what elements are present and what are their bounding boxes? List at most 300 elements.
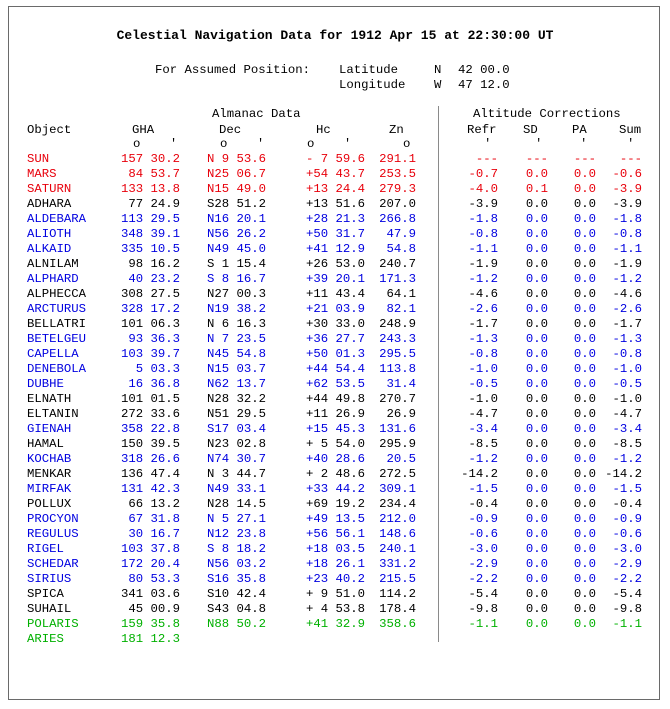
cell-gha: 272 33.6 xyxy=(120,407,180,421)
cell-zn: 309.1 xyxy=(379,482,416,496)
cell-sum: -1.8 xyxy=(612,212,642,226)
cell-name: ARIES xyxy=(27,632,64,646)
cell-sd: 0.0 xyxy=(525,467,548,481)
cell-dec: N74 30.7 xyxy=(206,452,266,466)
cell-sum: -14.2 xyxy=(605,467,642,481)
cell-hc: +50 01.3 xyxy=(305,347,365,361)
cell-dec: N45 54.8 xyxy=(206,347,266,361)
cell-sum: -3.0 xyxy=(612,542,642,556)
cell-dec: N28 14.5 xyxy=(206,497,266,511)
cell-zn: 47.9 xyxy=(386,227,416,241)
cell-refr: -1.7 xyxy=(468,317,498,331)
cell-zn: 295.9 xyxy=(379,437,416,451)
cell-gha: 341 03.6 xyxy=(120,587,180,601)
cell-hc: +28 21.3 xyxy=(305,212,365,226)
cell-zn: 31.4 xyxy=(386,377,416,391)
cell-refr: -1.3 xyxy=(468,332,498,346)
cell-hc: +50 31.7 xyxy=(305,227,365,241)
cell-dec: N88 50.2 xyxy=(206,617,266,631)
cell-pa: 0.0 xyxy=(573,347,596,361)
cell-sum: -9.8 xyxy=(612,602,642,616)
cell-pa: 0.0 xyxy=(573,392,596,406)
cell-zn: 243.3 xyxy=(379,332,416,346)
cell-sum: -0.4 xyxy=(612,497,642,511)
cell-refr: --- xyxy=(475,152,498,166)
cell-refr: -2.9 xyxy=(468,557,498,571)
cell-sd: 0.0 xyxy=(525,452,548,466)
longitude-hemisphere: W xyxy=(434,78,442,92)
cell-gha: 103 37.8 xyxy=(120,542,180,556)
cell-name: SUN xyxy=(27,152,50,166)
cell-refr: -0.6 xyxy=(468,527,498,541)
cell-dec: N15 49.0 xyxy=(206,182,266,196)
cell-hc: +18 03.5 xyxy=(305,542,365,556)
cell-sd: --- xyxy=(525,152,548,166)
cell-dec: S10 42.4 xyxy=(206,587,266,601)
cell-hc: +40 28.6 xyxy=(305,452,365,466)
table-row xyxy=(0,317,670,332)
cell-gha: 84 53.7 xyxy=(128,167,180,181)
cell-hc: +23 40.2 xyxy=(305,572,365,586)
cell-hc: - 7 59.6 xyxy=(305,152,365,166)
cell-name: POLARIS xyxy=(27,617,79,631)
cell-name: BETELGEU xyxy=(27,332,87,346)
cell-dec: N16 20.1 xyxy=(206,212,266,226)
dec-header: Dec xyxy=(219,123,242,137)
table-row xyxy=(0,527,670,542)
cell-gha: 77 24.9 xyxy=(128,197,180,211)
cell-sum: -0.6 xyxy=(612,527,642,541)
cell-name: ARCTURUS xyxy=(27,302,87,316)
cell-name: SIRIUS xyxy=(27,572,72,586)
cell-refr: -0.8 xyxy=(468,227,498,241)
pa-header: PA xyxy=(572,123,587,137)
cell-name: ADHARA xyxy=(27,197,72,211)
cell-hc: +26 53.0 xyxy=(305,257,365,271)
cell-refr: -1.2 xyxy=(468,452,498,466)
cell-zn: 131.6 xyxy=(379,422,416,436)
sd-units: ' xyxy=(535,137,543,151)
cell-dec: S 1 15.4 xyxy=(206,257,266,271)
cell-name: CAPELLA xyxy=(27,347,79,361)
cell-pa: 0.0 xyxy=(573,572,596,586)
cell-zn: 148.6 xyxy=(379,527,416,541)
table-row xyxy=(0,332,670,347)
cell-pa: 0.0 xyxy=(573,437,596,451)
cell-hc: +13 24.4 xyxy=(305,182,365,196)
cell-pa: 0.0 xyxy=(573,617,596,631)
table-row xyxy=(0,347,670,362)
table-row xyxy=(0,182,670,197)
cell-dec: N62 13.7 xyxy=(206,377,266,391)
cell-hc: +21 03.9 xyxy=(305,302,365,316)
cell-gha: 308 27.5 xyxy=(120,287,180,301)
table-row xyxy=(0,587,670,602)
cell-gha: 181 12.3 xyxy=(120,632,180,646)
cell-dec: S28 51.2 xyxy=(206,197,266,211)
longitude-value: 47 12.0 xyxy=(458,78,510,92)
cell-gha: 80 53.3 xyxy=(128,572,180,586)
cell-sd: 0.0 xyxy=(525,587,548,601)
page-title: Celestial Navigation Data for 1912 Apr 15 at 22:30:00 UT xyxy=(116,28,554,43)
cell-name: SATURN xyxy=(27,182,72,196)
cell-dec: N28 32.2 xyxy=(206,392,266,406)
cell-zn: 234.4 xyxy=(379,497,416,511)
object-header: Object xyxy=(27,123,72,137)
cell-pa: 0.0 xyxy=(573,422,596,436)
cell-name: ELNATH xyxy=(27,392,72,406)
cell-gha: 172 20.4 xyxy=(120,557,180,571)
cell-zn: 240.7 xyxy=(379,257,416,271)
cell-hc: +41 32.9 xyxy=(305,617,365,631)
cell-zn: 331.2 xyxy=(379,557,416,571)
cell-sum: -8.5 xyxy=(612,437,642,451)
cell-refr: -2.2 xyxy=(468,572,498,586)
cell-sd: 0.0 xyxy=(525,302,548,316)
cell-sd: 0.0 xyxy=(525,317,548,331)
cell-gha: 358 22.8 xyxy=(120,422,180,436)
cell-pa: 0.0 xyxy=(573,317,596,331)
cell-name: SPICA xyxy=(27,587,64,601)
table-row xyxy=(0,557,670,572)
table-row xyxy=(0,512,670,527)
cell-refr: -1.9 xyxy=(468,257,498,271)
cell-refr: -0.5 xyxy=(468,377,498,391)
cell-gha: 101 06.3 xyxy=(120,317,180,331)
cell-pa: 0.0 xyxy=(573,602,596,616)
gha-header: GHA xyxy=(132,123,155,137)
cell-refr: -1.2 xyxy=(468,272,498,286)
cell-zn: 240.1 xyxy=(379,542,416,556)
cell-refr: -4.7 xyxy=(468,407,498,421)
cell-hc: + 9 51.0 xyxy=(305,587,365,601)
cell-dec: S 8 18.2 xyxy=(206,542,266,556)
cell-gha: 30 16.7 xyxy=(128,527,180,541)
cell-zn: 20.5 xyxy=(386,452,416,466)
table-row xyxy=(0,572,670,587)
cell-pa: 0.0 xyxy=(573,332,596,346)
sum-units: ' xyxy=(627,137,635,151)
cell-name: RIGEL xyxy=(27,542,64,556)
cell-hc: +11 43.4 xyxy=(305,287,365,301)
cell-zn: 178.4 xyxy=(379,602,416,616)
latitude-value: 42 00.0 xyxy=(458,63,510,77)
table-row xyxy=(0,287,670,302)
cell-sd: 0.0 xyxy=(525,602,548,616)
pa-units: ' xyxy=(580,137,588,151)
cell-pa: 0.0 xyxy=(573,272,596,286)
cell-hc: +36 27.7 xyxy=(305,332,365,346)
hc-header: Hc xyxy=(316,123,331,137)
table-row xyxy=(0,452,670,467)
cell-hc: +56 56.1 xyxy=(305,527,365,541)
cell-gha: 136 47.4 xyxy=(120,467,180,481)
cell-sd: 0.0 xyxy=(525,407,548,421)
cell-sd: 0.1 xyxy=(525,182,548,196)
cell-zn: 26.9 xyxy=(386,407,416,421)
cell-gha: 40 23.2 xyxy=(128,272,180,286)
cell-gha: 318 26.6 xyxy=(120,452,180,466)
cell-sum: -0.6 xyxy=(612,167,642,181)
cell-gha: 66 13.2 xyxy=(128,497,180,511)
cell-dec: N15 03.7 xyxy=(206,362,266,376)
cell-sd: 0.0 xyxy=(525,227,548,241)
cell-dec: N51 29.5 xyxy=(206,407,266,421)
cell-sum: -0.8 xyxy=(612,227,642,241)
cell-name: POLLUX xyxy=(27,497,72,511)
table-row xyxy=(0,617,670,632)
cell-dec: N 3 44.7 xyxy=(206,467,266,481)
cell-refr: -1.8 xyxy=(468,212,498,226)
cell-sum: -3.9 xyxy=(612,197,642,211)
table-row xyxy=(0,497,670,512)
table-row xyxy=(0,407,670,422)
cell-pa: 0.0 xyxy=(573,527,596,541)
cell-sum: -1.2 xyxy=(612,452,642,466)
cell-zn: 171.3 xyxy=(379,272,416,286)
cell-name: ALKAID xyxy=(27,242,72,256)
cell-hc: +13 51.6 xyxy=(305,197,365,211)
cell-hc: + 5 54.0 xyxy=(305,437,365,451)
cell-sum: -5.4 xyxy=(612,587,642,601)
cell-gha: 113 29.5 xyxy=(120,212,180,226)
cell-gha: 101 01.5 xyxy=(120,392,180,406)
zn-header: Zn xyxy=(389,123,404,137)
cell-refr: -0.7 xyxy=(468,167,498,181)
latitude-hemisphere: N xyxy=(434,63,442,77)
cell-gha: 98 16.2 xyxy=(128,257,180,271)
cell-sd: 0.0 xyxy=(525,527,548,541)
cell-zn: 113.8 xyxy=(379,362,416,376)
cell-sum: -4.6 xyxy=(612,287,642,301)
table-row xyxy=(0,542,670,557)
cell-sd: 0.0 xyxy=(525,482,548,496)
cell-pa: 0.0 xyxy=(573,257,596,271)
cell-hc: + 2 48.6 xyxy=(305,467,365,481)
cell-pa: 0.0 xyxy=(573,587,596,601)
cell-hc: +44 49.8 xyxy=(305,392,365,406)
cell-sum: --- xyxy=(619,152,642,166)
cell-gha: 159 35.8 xyxy=(120,617,180,631)
cell-refr: -14.2 xyxy=(461,467,498,481)
cell-pa: 0.0 xyxy=(573,452,596,466)
cell-sum: -1.0 xyxy=(612,392,642,406)
cell-sum: -0.9 xyxy=(612,512,642,526)
cell-gha: 157 30.2 xyxy=(120,152,180,166)
cell-sd: 0.0 xyxy=(525,542,548,556)
refr-header: Refr xyxy=(467,123,497,137)
table-row xyxy=(0,482,670,497)
cell-dec: N25 06.7 xyxy=(206,167,266,181)
cell-sd: 0.0 xyxy=(525,422,548,436)
cell-pa: 0.0 xyxy=(573,167,596,181)
cell-zn: 114.2 xyxy=(379,587,416,601)
cell-hc: +69 19.2 xyxy=(305,497,365,511)
cell-refr: -8.5 xyxy=(468,437,498,451)
cell-dec: N 6 16.3 xyxy=(206,317,266,331)
cell-pa: 0.0 xyxy=(573,497,596,511)
cell-name: DENEBOLA xyxy=(27,362,87,376)
cell-zn: 212.0 xyxy=(379,512,416,526)
cell-sd: 0.0 xyxy=(525,377,548,391)
cell-hc: +30 33.0 xyxy=(305,317,365,331)
cell-sum: -3.4 xyxy=(612,422,642,436)
cell-hc: +41 12.9 xyxy=(305,242,365,256)
cell-refr: -1.5 xyxy=(468,482,498,496)
cell-sum: -1.2 xyxy=(612,272,642,286)
cell-name: MARS xyxy=(27,167,57,181)
cell-sum: -1.5 xyxy=(612,482,642,496)
cell-sd: 0.0 xyxy=(525,362,548,376)
cell-dec: S17 03.4 xyxy=(206,422,266,436)
cell-sd: 0.0 xyxy=(525,617,548,631)
refr-units: ' xyxy=(484,137,492,151)
cell-name: HAMAL xyxy=(27,437,64,451)
cell-pa: 0.0 xyxy=(573,242,596,256)
cell-hc: +18 26.1 xyxy=(305,557,365,571)
cell-sd: 0.0 xyxy=(525,272,548,286)
cell-pa: 0.0 xyxy=(573,197,596,211)
cell-refr: -1.1 xyxy=(468,242,498,256)
cell-sum: -0.5 xyxy=(612,377,642,391)
cell-gha: 67 31.8 xyxy=(128,512,180,526)
table-row xyxy=(0,152,670,167)
cell-gha: 348 39.1 xyxy=(120,227,180,241)
cell-name: ELTANIN xyxy=(27,407,79,421)
cell-zn: 82.1 xyxy=(386,302,416,316)
cell-name: BELLATRI xyxy=(27,317,87,331)
table-row xyxy=(0,377,670,392)
cell-refr: -3.9 xyxy=(468,197,498,211)
cell-gha: 133 13.8 xyxy=(120,182,180,196)
cell-dec: N56 26.2 xyxy=(206,227,266,241)
cell-sd: 0.0 xyxy=(525,557,548,571)
cell-pa: 0.0 xyxy=(573,467,596,481)
cell-pa: --- xyxy=(573,152,596,166)
table-row xyxy=(0,467,670,482)
cell-name: SCHEDAR xyxy=(27,557,79,571)
cell-refr: -4.6 xyxy=(468,287,498,301)
table-row xyxy=(0,602,670,617)
cell-name: PROCYON xyxy=(27,512,79,526)
cell-pa: 0.0 xyxy=(573,287,596,301)
table-row xyxy=(0,242,670,257)
cell-zn: 272.5 xyxy=(379,467,416,481)
cell-gha: 16 36.8 xyxy=(128,377,180,391)
assumed-position-label: For Assumed Position: xyxy=(155,63,310,77)
cell-sum: -2.2 xyxy=(612,572,642,586)
cell-sum: -2.6 xyxy=(612,302,642,316)
cell-pa: 0.0 xyxy=(573,377,596,391)
cell-sum: -1.1 xyxy=(612,242,642,256)
cell-refr: -1.0 xyxy=(468,362,498,376)
cell-gha: 131 42.3 xyxy=(120,482,180,496)
cell-sd: 0.0 xyxy=(525,347,548,361)
cell-zn: 248.9 xyxy=(379,317,416,331)
cell-dec: N23 02.8 xyxy=(206,437,266,451)
table-row xyxy=(0,272,670,287)
cell-pa: 0.0 xyxy=(573,302,596,316)
cell-name: KOCHAB xyxy=(27,452,72,466)
cell-sum: -4.7 xyxy=(612,407,642,421)
cell-refr: -0.4 xyxy=(468,497,498,511)
table-row xyxy=(0,437,670,452)
latitude-label: Latitude xyxy=(339,63,399,77)
cell-sum: -0.8 xyxy=(612,347,642,361)
sum-header: Sum xyxy=(619,123,642,137)
cell-pa: 0.0 xyxy=(573,362,596,376)
cell-hc: +49 13.5 xyxy=(305,512,365,526)
cell-gha: 103 39.7 xyxy=(120,347,180,361)
cell-gha: 5 03.3 xyxy=(135,362,180,376)
table-row xyxy=(0,302,670,317)
cell-sum: -3.9 xyxy=(612,182,642,196)
cell-dec: N49 33.1 xyxy=(206,482,266,496)
cell-name: ALNILAM xyxy=(27,257,79,271)
cell-dec: S 8 16.7 xyxy=(206,272,266,286)
cell-dec: N49 45.0 xyxy=(206,242,266,256)
almanac-header: Almanac Data xyxy=(212,107,301,121)
cell-sd: 0.0 xyxy=(525,197,548,211)
cell-sum: -1.9 xyxy=(612,257,642,271)
corrections-header: Altitude Corrections xyxy=(473,107,621,121)
hc-units: o ' xyxy=(307,137,352,151)
cell-hc: + 4 53.8 xyxy=(305,602,365,616)
table-row xyxy=(0,167,670,182)
cell-zn: 358.6 xyxy=(379,617,416,631)
cell-zn: 207.0 xyxy=(379,197,416,211)
table-row xyxy=(0,632,670,647)
cell-refr: -1.1 xyxy=(468,617,498,631)
cell-dec: N56 03.2 xyxy=(206,557,266,571)
cell-name: ALDEBARA xyxy=(27,212,87,226)
cell-sum: -2.9 xyxy=(612,557,642,571)
table-row xyxy=(0,392,670,407)
cell-gha: 328 17.2 xyxy=(120,302,180,316)
cell-pa: 0.0 xyxy=(573,542,596,556)
cell-zn: 54.8 xyxy=(386,242,416,256)
cell-pa: 0.0 xyxy=(573,182,596,196)
cell-name: MIRFAK xyxy=(27,482,72,496)
cell-hc: +11 26.9 xyxy=(305,407,365,421)
cell-sum: -1.1 xyxy=(612,617,642,631)
cell-dec: N19 38.2 xyxy=(206,302,266,316)
cell-pa: 0.0 xyxy=(573,482,596,496)
cell-dec: N 9 53.6 xyxy=(206,152,266,166)
cell-name: ALPHARD xyxy=(27,272,79,286)
dec-units: o ' xyxy=(220,137,265,151)
cell-zn: 215.5 xyxy=(379,572,416,586)
cell-name: MENKAR xyxy=(27,467,72,481)
table-row xyxy=(0,227,670,242)
cell-dec: N12 23.8 xyxy=(206,527,266,541)
cell-refr: -2.6 xyxy=(468,302,498,316)
cell-refr: -5.4 xyxy=(468,587,498,601)
cell-zn: 253.5 xyxy=(379,167,416,181)
cell-pa: 0.0 xyxy=(573,212,596,226)
cell-gha: 335 10.5 xyxy=(120,242,180,256)
table-row xyxy=(0,257,670,272)
cell-sum: -1.0 xyxy=(612,362,642,376)
cell-refr: -3.4 xyxy=(468,422,498,436)
zn-units: o xyxy=(403,137,411,151)
cell-sum: -1.7 xyxy=(612,317,642,331)
cell-name: GIENAH xyxy=(27,422,72,436)
cell-sd: 0.0 xyxy=(525,212,548,226)
cell-dec: S16 35.8 xyxy=(206,572,266,586)
cell-hc: +15 45.3 xyxy=(305,422,365,436)
sd-header: SD xyxy=(523,123,538,137)
